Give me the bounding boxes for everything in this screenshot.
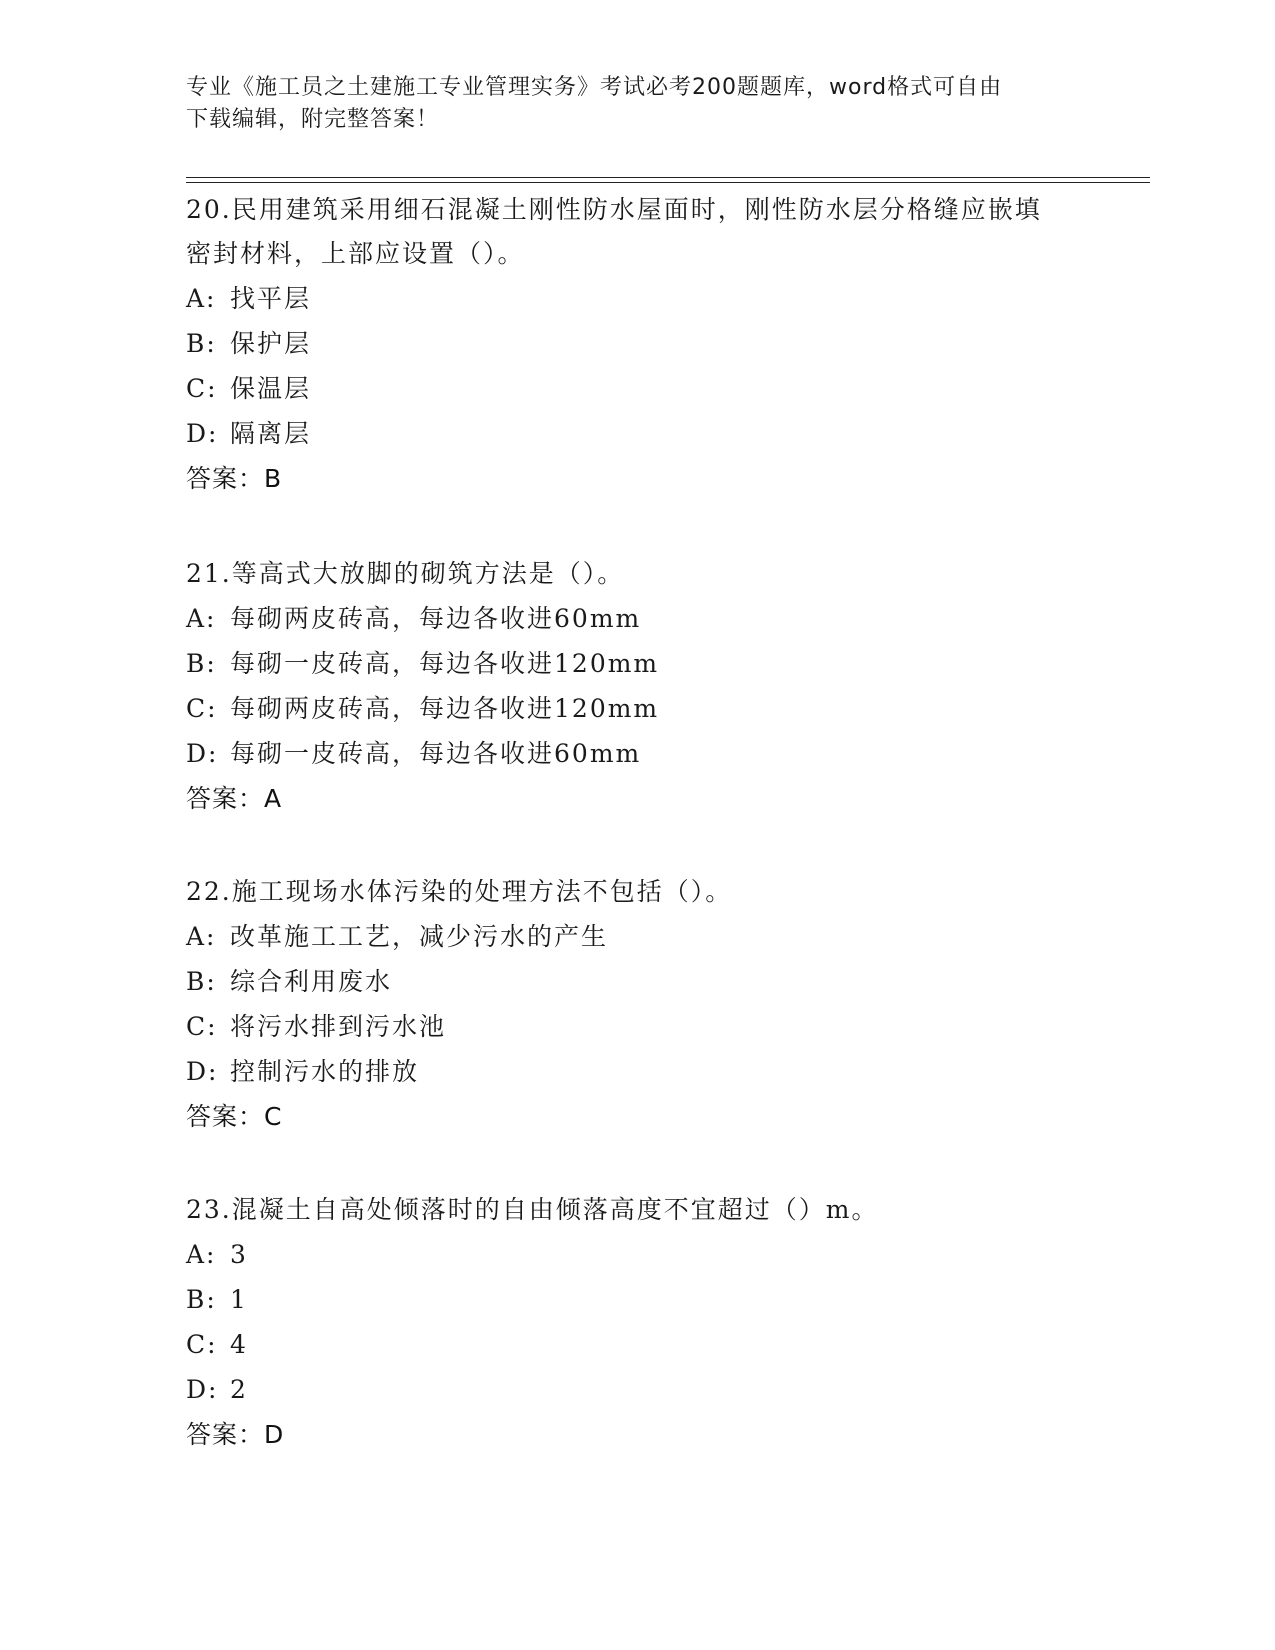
option-letter: B:: [186, 649, 217, 678]
option-text: 控制污水的排放: [230, 1057, 420, 1086]
answer-label: 答案：D: [186, 1420, 285, 1449]
option-text: 每砌两皮砖高，每边各收进120mm: [230, 694, 660, 723]
option-letter: D:: [186, 419, 219, 448]
option-letter: A:: [186, 604, 217, 633]
option-d: [186, 1049, 1086, 1094]
option-text: 每砌一皮砖高，每边各收进120mm: [230, 649, 660, 678]
option-d: [186, 411, 1086, 456]
option-letter: C:: [186, 1012, 218, 1041]
option-text: 将污水排到污水池: [230, 1012, 447, 1041]
option-text: 4: [230, 1330, 248, 1359]
option-a: [186, 276, 1086, 321]
option-c: [186, 366, 1086, 411]
option-a: [186, 596, 1086, 641]
option-b: [186, 959, 1086, 1004]
question-23: [186, 1188, 1086, 1458]
option-letter: D:: [186, 739, 219, 768]
option-text: 1: [230, 1285, 248, 1314]
option-text: 综合利用废水: [230, 967, 393, 996]
option-letter: A:: [186, 284, 217, 313]
option-letter: B:: [186, 967, 217, 996]
option-letter: A:: [186, 1240, 217, 1269]
option-b: [186, 321, 1086, 366]
option-letter: A:: [186, 922, 217, 951]
option-c: [186, 686, 1086, 731]
option-text: 每砌两皮砖高，每边各收进60mm: [230, 604, 642, 633]
option-b: [186, 641, 1086, 686]
option-d: [186, 1367, 1086, 1412]
question-22: [186, 870, 1086, 1140]
option-text: 2: [230, 1375, 248, 1404]
question-stem: 21.等高式大放脚的砌筑方法是（）。: [186, 559, 625, 588]
question-stem: 22.施工现场水体污染的处理方法不包括（）。: [186, 877, 733, 906]
option-text: 改革施工工艺，减少污水的产生: [230, 922, 609, 951]
header-divider-bottom: [186, 182, 1150, 183]
question-stem: 20.民用建筑采用细石混凝土刚性防水屋面时，刚性防水层分格缝应嵌填密封材料，上部应设置（）。: [186, 195, 1042, 268]
document-header: [186, 72, 1066, 136]
answer-label: 答案：C: [186, 1102, 283, 1131]
option-text: 隔离层: [230, 419, 312, 448]
option-letter: C:: [186, 374, 218, 403]
option-text: 保温层: [230, 374, 312, 403]
option-text: 找平层: [230, 284, 312, 313]
header-divider-top: [186, 177, 1150, 178]
answer-label: 答案：A: [186, 784, 283, 813]
header-line-2: 下载编辑，附完整答案！: [186, 107, 440, 132]
option-letter: D:: [186, 1057, 219, 1086]
option-letter: C:: [186, 694, 218, 723]
option-text: 每砌一皮砖高，每边各收进60mm: [230, 739, 642, 768]
option-a: [186, 1232, 1086, 1277]
option-c: [186, 1322, 1086, 1367]
option-letter: B:: [186, 329, 217, 358]
option-a: [186, 914, 1086, 959]
option-d: [186, 731, 1086, 776]
option-letter: D:: [186, 1375, 219, 1404]
option-c: [186, 1004, 1086, 1049]
option-b: [186, 1277, 1086, 1322]
option-text: 3: [230, 1240, 248, 1269]
question-21: [186, 552, 1086, 822]
option-text: 保护层: [230, 329, 312, 358]
question-20: [186, 188, 1086, 502]
option-letter: B:: [186, 1285, 217, 1314]
answer-label: 答案：B: [186, 464, 283, 493]
question-stem: 23.混凝土自高处倾落时的自由倾落高度不宜超过（）m。: [186, 1195, 879, 1224]
header-line-1: 专业《施工员之土建施工专业管理实务》考试必考200题题库，word格式可自由: [186, 75, 1003, 100]
option-letter: C:: [186, 1330, 218, 1359]
